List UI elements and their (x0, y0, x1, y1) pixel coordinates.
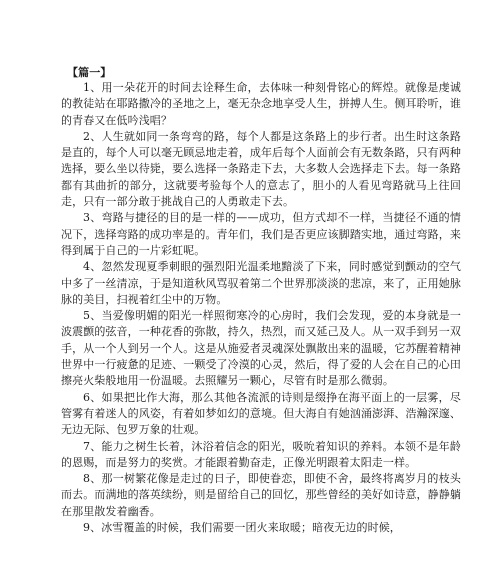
paragraph-7: 7、能力之树生长着，沐浴着信念的阳光，吸吮着知识的养料。本领不是年龄的恩赐，而是努力的奖赏。才能跟着勤奋走，正像光明跟着太阳走一样。 (61, 439, 461, 469)
section-heading: 【篇一】 (67, 66, 112, 79)
paragraph-5: 5、当爱像明媚的阳光一样照彻寒冷的心房时，我们会发现，爱的本身就是一波震颤的弦音，一种花香的弥散，持久，热烈，而又延己及人。从一双手到另一双手，从一个人到另一个人。这是从施爱者灵魂深处飘散出来的温暖，它苏醒着精神世界中一行疲惫的足迹、一颗受了冷漠的心灵，然后，得了爱的人会在自己的心田擦亮火柴般地用一份温暖。去照耀另一颗心，尽管有时是那么微弱。 (61, 309, 461, 388)
paragraph-3: 3、弯路与捷径的目的是一样的——成功，但方式却不一样，当捷径不通的情况下，选择弯路的成功率是的。青年们，我们是否更应该脚踏实地，通过弯路，来得到属于自己的一片彩虹呢。 (61, 211, 461, 257)
paragraph-4: 4、忽然发现夏季刺眼的强烈阳光温柔地黯淡了下来，同时感觉到颤动的空气中多了一丝清凉，于是知道秋风骂驭着第二个世界那淡淡的悲凉，来了，正用她脉脉的美目，扫视着红尘中的万物。 (61, 260, 461, 306)
paragraph-9: 9、冰雪覆盖的时候，我们需要一团火来取暖；暗夜无边的时候， (83, 521, 401, 535)
paragraph-2: 2、人生就如同一条弯弯的路，每个人都是这条路上的步行者。出生时这条路是直的，每个人可以毫无顾忌地走着，成年后每个人面前会有无数条路，只有两种选择，要么坐以待毙，要么选择一条路走下去，大多数人会选择走下去。每一条路都有其曲折的部分，这就要考验每个人的意志了，胆小的人看见弯路就马上往回走，只有一部分敢于挑战自己的人勇敢走下去。 (61, 129, 461, 209)
paragraph-8: 8、那一树繁花像是走过的日子，即使眷恋，即使不舍，最终将离岁月的枝头而去。而满地的落英续纷，则是留给自己的回忆，那些曾经的美好如诗意，静静躺在那里散发着幽香。 (61, 472, 461, 518)
paragraph-1: 1、用一朵花开的时间去诠释生命，去体味一种刻骨铭心的辉煌。就像是虔诚的教徒站在耶路撒冷的圣地之上，毫无杂念地享受人生，拼搏人生。侧耳聆听，谁的青春又在低吟浅唱？ (61, 81, 461, 127)
paragraph-6: 6、如果把比作大海，那么其他各流派的诗则是缀挣在海平面上的一层雾，尽管雾有着迷人的风姿，有着如梦如幻的意境。但大海自有她汹涌澎湃、浩瀚深邃、无边无际、包罗万象的壮观。 (61, 390, 461, 437)
document-body (61, 66, 461, 536)
